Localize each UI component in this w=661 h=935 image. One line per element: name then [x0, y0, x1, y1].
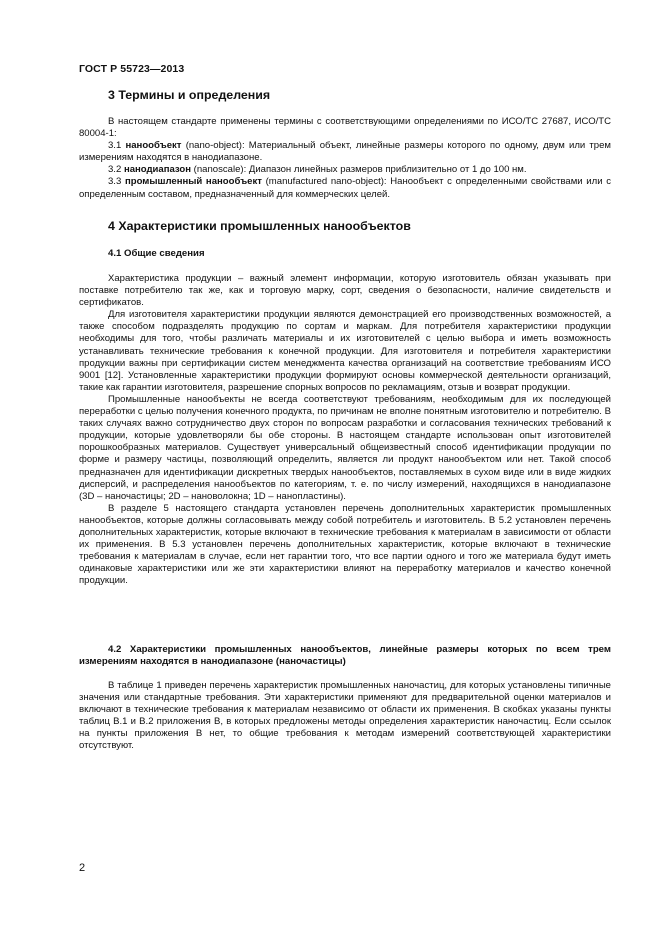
subsection-4-1-body — [79, 273, 611, 587]
term-3-2-name: нанодиапазон — [123, 164, 192, 176]
paragraph: Характеристика продукции – важный элемент информации, которую изготовитель обязан указывать при поставке потребителю так же, как и торговую марку, сорт, сведения о безопасности, наличие свидетельств и сертификатов. — [79, 273, 611, 309]
subsection-4-2-title: 4.2 Характеристики промышленных нанообъектов, линейные размеры которых по всем трем измерениям находятся в нанодиапазоне (наночастицы) — [79, 644, 611, 668]
subsection-4-1-title: 4.1 Общие сведения — [108, 248, 205, 259]
section-3-intro: В настоящем стандарте применены термины с соответствующими определениями по ИСО/ТС 27687, ИСО/ТС 80004-1: — [79, 116, 611, 140]
term-3-2 — [79, 164, 611, 176]
section-3-body — [79, 116, 611, 201]
term-3-1 — [79, 140, 611, 164]
section-3-title: 3 Термины и определения — [108, 88, 271, 102]
section-4-title: 4 Характеристики промышленных нанообъектов — [108, 219, 411, 233]
term-3-1-name: нанообъект — [125, 140, 182, 152]
term-3-3-name: промышленный нанообъект — [124, 176, 262, 188]
paragraph: Промышленные нанообъекты не всегда соответствуют требованиям, необходимым для их последующей переработки с целью получения конечного продукта, по причинам не вполне понятным изготовителю и потребителю. В таких случаях важно сотрудничество двух сторон по вопросам разработки и согласования технических требований к продукции, которые удовлетворяли бы обе стороны. В настоящем стандарте использован опыт изготовителей порошкообразных материалов. Существует универсальный общеизвестный способ идентификации продукции по форме и размеру частицы, позволяющий определить, является ли продукт нанообъектом или нет. Такой способ предназначен для идентификации дискретных твердых нанообъектов, поставляемых в сухом виде или в виде жидких дисперсий, и распределения нанообъектов по категориям, т. е. по числу измерений, находящихся в нанодиапазоне (3D – наночастицы; 2D – нановолокна; 1D – нанопластины). — [79, 393, 611, 502]
page-number: 2 — [79, 862, 86, 874]
subsection-4-2-title-block — [79, 644, 611, 669]
paragraph: В таблице 1 приведен перечень характеристик промышленных наночастиц, для которых установлены типичные значения или стандартные требования. Эти характеристики применяют для предварительной оценки материалов и включают в технические требования к материалам независимо от области их применения. В скобках указаны пункты таблиц В.1 и В.2 приложения В, в которых предложены методы определения характеристик наночастиц. Если ссылок на пункты приложения В нет, то общие требования к методам измерений соответствующей характеристики отсутствуют. — [79, 680, 611, 752]
standard-header: ГОСТ Р 55723—2013 — [79, 63, 185, 75]
subsection-4-2-body — [79, 680, 611, 753]
term-3-2-definition: (nanoscale): Диапазон линейных размеров приблизительно от 1 до 100 нм. — [191, 164, 527, 176]
term-3-1-number: 3.1 — [108, 140, 126, 152]
term-3-1-definition: (nano-object): Материальный объект, линейные размеры которого по одному, двум или трем измерениям находятся в нанодиапазоне. — [79, 140, 611, 164]
term-3-3 — [79, 176, 611, 200]
paragraph: Для изготовителя характеристики продукции являются демонстрацией его производственных возможностей, а также способом подразделять продукцию по сортам и маркам. Для потребителя характеристики продукции необходимы для того, чтобы различать материалы и их изготовителей с целью выбора и иметь возможность устанавливать технические требования к конечной продукции. Для изготовителя и потребителя характеристики продукции важны при сертификации систем менеджмента качества организаций на соответствие требованиям ИСО 9001 [12]. Установленные характеристики продукции формируют основы коммерческой деятельности организаций, такие как гарантии изготовителя, разрешение спорных вопросов по рекламациям, отзыв и возврат продукции. — [79, 309, 611, 393]
paragraph: В разделе 5 настоящего стандарта установлен перечень дополнительных характеристик промышленных нанообъектов, которые должны согласовывать между собой потребитель и изготовитель. В 5.2 установлен перечень дополнительных характеристик, которые включают в технические требования к материалам в зависимости от области их применения. В 5.3 установлен перечень дополнительных характеристик, которые включают в технические требования к материалам в случае, если нет гарантии того, что все партии одного и того же материала будут иметь одинаковые характеристики или же эти характеристики влияют на переработку материалов и качество конечной продукции. — [79, 502, 611, 587]
term-3-3-number: 3.3 — [108, 176, 125, 188]
term-3-2-number: 3.2 — [108, 164, 124, 176]
term-3-3-definition: (manufactured nano-object): Нанообъект с определенными свойствами или с определенным составом, предназначенный для коммерческих целей. — [79, 176, 611, 200]
